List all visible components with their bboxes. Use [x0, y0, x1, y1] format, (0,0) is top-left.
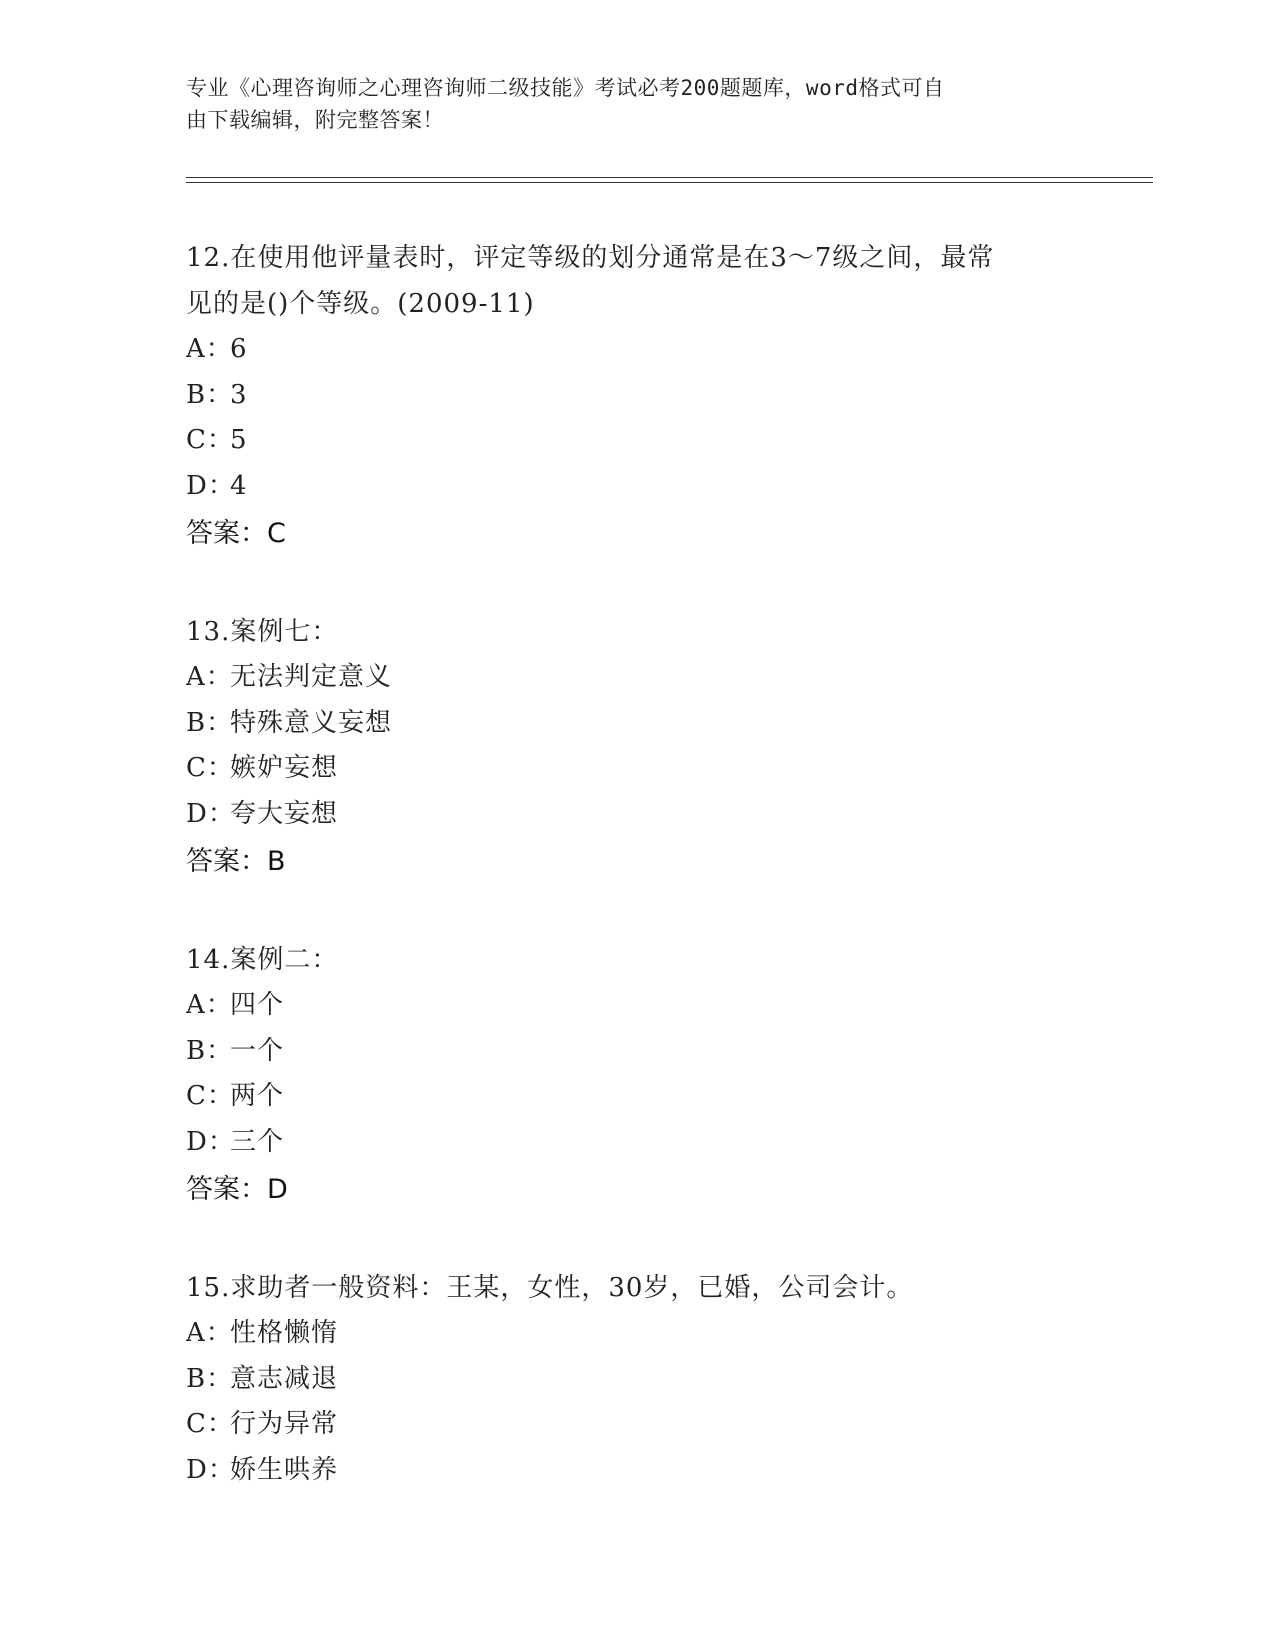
question-stem: 14.案例二：: [186, 945, 339, 975]
option-d: [186, 1448, 1086, 1494]
option-text: 行为异常: [230, 1409, 339, 1439]
option-text: 两个: [230, 1081, 285, 1111]
option-c: [186, 1074, 1086, 1120]
option-text: 嫉妒妄想: [230, 753, 339, 783]
question-stem-continued: 见的是()个等级。(2009-11): [186, 289, 535, 319]
option-letter: A：: [186, 334, 233, 364]
option-text: 娇生哄养: [230, 1454, 339, 1485]
answer-line: 答案：D: [186, 1174, 288, 1205]
option-a: [186, 327, 1086, 373]
option-letter: C：: [186, 753, 234, 783]
question-14: [186, 937, 1086, 1213]
option-text: 特殊意义妄想: [230, 707, 393, 738]
question-13: [186, 609, 1086, 885]
question-list: [186, 235, 1086, 1545]
option-a: [186, 1311, 1086, 1357]
option-a: [186, 983, 1086, 1029]
option-d: [186, 792, 1086, 838]
option-text: 性格懒惰: [230, 1318, 339, 1348]
answer-line: 答案：B: [186, 846, 286, 877]
option-d: [186, 1120, 1086, 1166]
option-text: 一个: [230, 1035, 285, 1066]
option-a: [186, 655, 1086, 701]
header-divider-bottom: [186, 182, 1153, 183]
option-letter: C：: [186, 425, 234, 455]
document-header: [186, 72, 1066, 136]
option-letter: D：: [186, 470, 235, 501]
option-b: [186, 373, 1086, 419]
option-text: 6: [230, 334, 248, 364]
option-b: [186, 1029, 1086, 1075]
question-12: [186, 235, 1086, 557]
header-line-1: 专业《心理咨询师之心理咨询师二级技能》考试必考200题题库，word格式可自: [186, 76, 945, 100]
question-stem: 15.求助者一般资料：王某，女性，30岁，已婚，公司会计。: [186, 1273, 914, 1303]
option-d: [186, 464, 1086, 510]
option-b: [186, 1357, 1086, 1403]
option-letter: A：: [186, 1318, 233, 1348]
option-text: 4: [230, 470, 248, 501]
question-15: [186, 1265, 1086, 1493]
option-c: [186, 746, 1086, 792]
option-letter: D：: [186, 1454, 235, 1485]
option-letter: D：: [186, 798, 235, 829]
option-text: 5: [230, 425, 248, 455]
option-b: [186, 701, 1086, 747]
option-c: [186, 1402, 1086, 1448]
header-line-2: 由下载编辑，附完整答案！: [186, 108, 444, 132]
option-letter: B：: [186, 379, 234, 410]
option-letter: D：: [186, 1126, 235, 1157]
option-letter: B：: [186, 1035, 234, 1066]
option-letter: C：: [186, 1409, 234, 1439]
option-text: 四个: [230, 990, 285, 1020]
option-text: 夸大妄想: [230, 798, 339, 829]
question-stem: 13.案例七：: [186, 617, 339, 647]
answer-line: 答案：C: [186, 518, 286, 549]
option-letter: B：: [186, 1363, 234, 1394]
header-divider-top: [186, 177, 1153, 178]
option-letter: B：: [186, 707, 234, 738]
question-stem: 12.在使用他评量表时，评定等级的划分通常是在3～7级之间，最常: [186, 243, 995, 273]
option-text: 三个: [230, 1126, 285, 1157]
option-letter: A：: [186, 990, 233, 1020]
option-letter: A：: [186, 662, 233, 692]
option-c: [186, 418, 1086, 464]
option-letter: C：: [186, 1081, 234, 1111]
option-text: 无法判定意义: [230, 662, 393, 692]
option-text: 3: [230, 379, 248, 410]
option-text: 意志减退: [230, 1363, 339, 1394]
